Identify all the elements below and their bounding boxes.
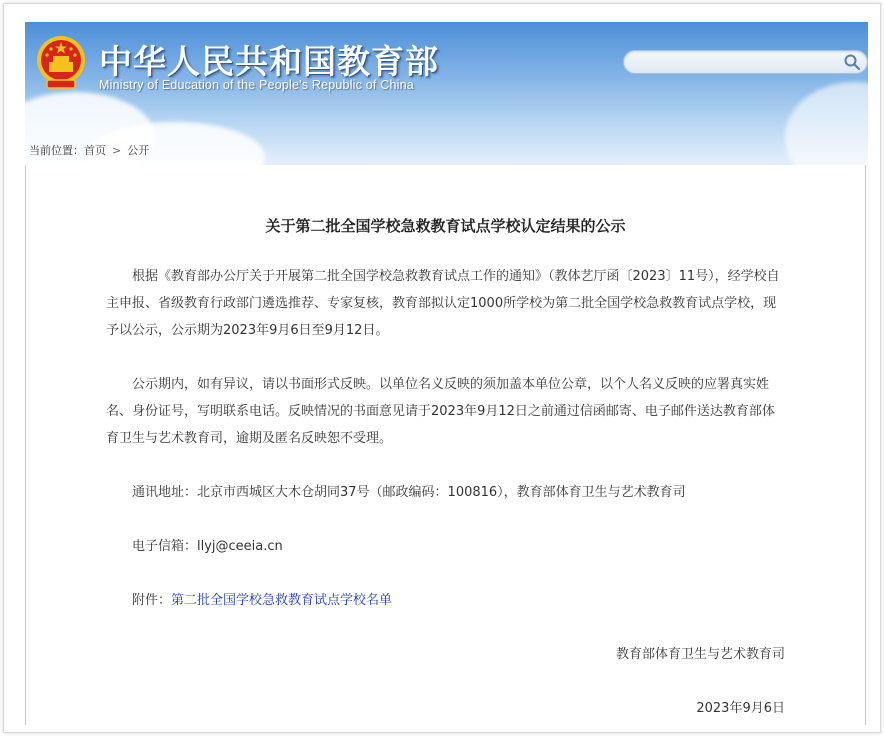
signature-department: 教育部体育卫生与艺术教育司 [615, 647, 785, 662]
article-paragraph-2: 公示期内，如有异议，请以书面形式反映。以单位名义反映的须加盖本单位公章，以个人名义反映的应署真实姓名、身份证号，写明联系电话。反映情况的书面意见请于2023年9月12日之前通过信函邮寄、电子邮件送达教育部体育卫生与艺术教育司，逾期及匿名反映恕不受理。 [106, 377, 775, 446]
breadcrumb-home-link[interactable]: 首页 [84, 144, 106, 157]
attachment-label: 附件： [132, 593, 172, 608]
article-content [25, 165, 866, 725]
breadcrumb-prefix: 当前位置： [29, 144, 84, 157]
national-emblem-icon [35, 34, 87, 92]
contact-email: 电子信箱：llyj@ceeia.cn [132, 539, 283, 554]
site-subtitle: Ministry of Education of the People's Republic of China [99, 78, 414, 92]
contact-address: 通讯地址：北京市西城区大木仓胡同37号（邮政编码：100816），教育部体育卫生与艺术教育司 [132, 485, 686, 500]
article-paragraph-1: 根据《教育部办公厅关于开展第二批全国学校急救教育试点工作的通知》（教体艺厅函〔2023〕11号），经学校自主申报、省级教育行政部门遴选推荐、专家复核，教育部拟认定1000所学校为第二批全国学校急救教育试点学校，现予以公示，公示期为2023年9月6日至9月12日。 [106, 269, 780, 338]
article-title: 关于第二批全国学校急救教育试点学校认定结果的公示 [265, 217, 626, 235]
search-icon[interactable] [843, 53, 861, 71]
cloud-decoration [785, 82, 868, 168]
site-header [25, 22, 868, 168]
breadcrumb-current-link[interactable]: 公开 [127, 144, 150, 157]
breadcrumb [29, 142, 149, 158]
attachment-link[interactable]: 第二批全国学校急救教育试点学校名单 [171, 593, 393, 608]
signature-date: 2023年9月6日 [696, 701, 785, 716]
search-input[interactable] [634, 53, 838, 73]
search-box [623, 50, 868, 74]
page-frame [3, 3, 881, 733]
breadcrumb-separator-icon: > [112, 143, 122, 157]
attachment-line [132, 589, 392, 608]
site-title: 中华人民共和国教育部 [99, 42, 439, 81]
